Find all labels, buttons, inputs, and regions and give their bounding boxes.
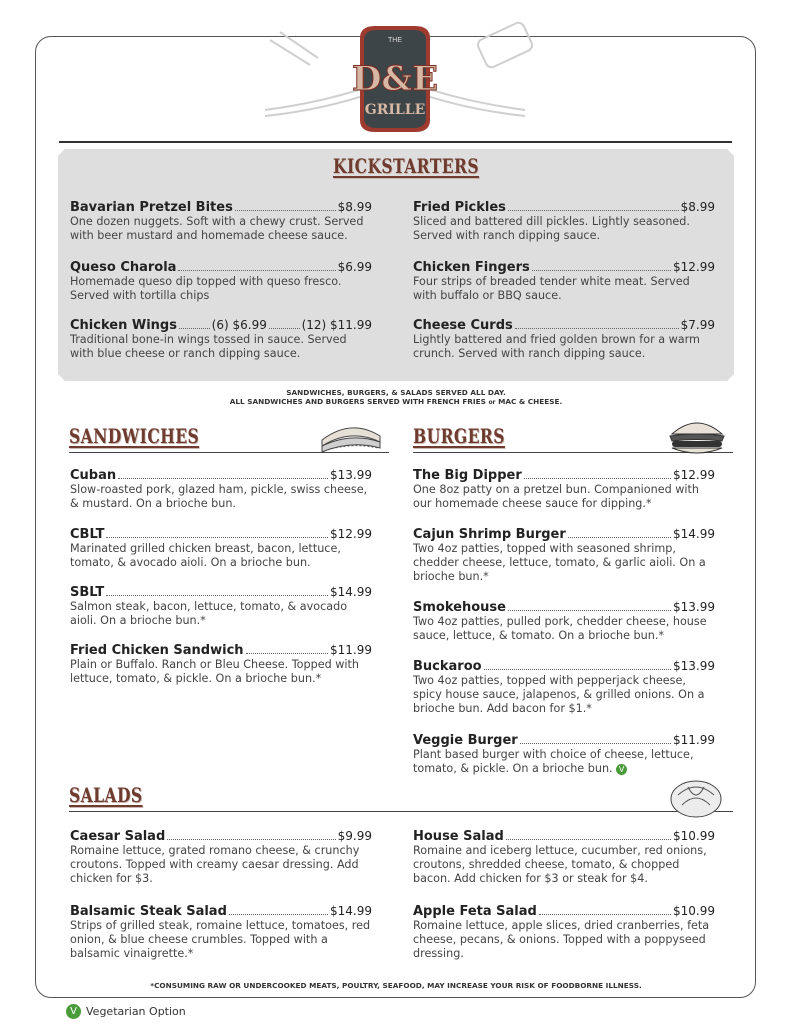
item-name: Veggie Burger: [413, 733, 518, 748]
menu-item: [413, 527, 715, 584]
item-description: Lightly battered and fried golden brown for a warm crunch. Served with ranch dipping sauce.: [413, 333, 700, 360]
item-description: Salmon steak, bacon, lettuce, tomato, & avocado aioli. On a brioche bun.*: [70, 600, 348, 627]
item-name: Balsamic Steak Salad: [70, 904, 227, 919]
sandwiches-title: SANDWICHES: [69, 424, 200, 448]
item-price: $10.99: [673, 829, 715, 843]
menu-item: [70, 200, 372, 243]
menu-item: [413, 600, 715, 643]
serving-notice-line1: SANDWICHES, BURGERS, & SALADS SERVED ALL DAY.: [286, 388, 506, 397]
item-price: $13.99: [673, 659, 715, 673]
menu-item: [413, 200, 715, 243]
item-price: $12.99: [330, 527, 372, 541]
menu-item: [413, 904, 715, 961]
item-name: Fried Pickles: [413, 200, 506, 215]
item-name: Chicken Fingers: [413, 260, 530, 275]
item-name: Cheese Curds: [413, 318, 513, 333]
vegetarian-icon: V: [66, 1004, 81, 1019]
item-description: Slow-roasted pork, glazed ham, pickle, swiss cheese, & mustard. On a brioche bun.: [70, 483, 368, 510]
food-safety-disclaimer: *CONSUMING RAW OR UNDERCOOKED MEATS, POULTRY, SEAFOOD, MAY INCREASE YOUR RISK OF FOODBORNE ILLNESS.: [150, 981, 642, 990]
item-description: Two 4oz patties, topped with seasoned shrimp, chedder cheese, lettuce, tomato, & garlic aioli. On a brioche bun.*: [413, 542, 706, 583]
item-price: $11.99: [673, 733, 715, 747]
item-description: Two 4oz patties, topped with pepperjack cheese, spicy house sauce, jalapenos, & grilled onions. On a brioche bun. Add bacon for $1.*: [413, 674, 705, 715]
item-price: $10.99: [673, 904, 715, 918]
item-description: Homemade queso dip topped with queso fresco. Served with tortilla chips: [70, 275, 342, 302]
item-description: Plant based burger with choice of cheese, lettuce, tomato, & pickle. On a brioche bun.: [413, 748, 694, 775]
item-name: Bavarian Pretzel Bites: [70, 200, 233, 215]
menu-item: [413, 659, 715, 716]
salads-title: SALADS: [69, 783, 143, 807]
item-name: Caesar Salad: [70, 829, 166, 844]
item-name: Queso Charola: [70, 260, 177, 275]
item-name: Buckaroo: [413, 659, 482, 674]
item-name: Apple Feta Salad: [413, 904, 537, 919]
menu-item: [70, 468, 372, 511]
vegetarian-legend: [66, 1004, 186, 1019]
item-price: $13.99: [673, 600, 715, 614]
menu-item: [70, 829, 372, 886]
menu-item: [413, 733, 715, 776]
menu-item: [413, 260, 715, 303]
item-name: Cajun Shrimp Burger: [413, 527, 566, 542]
item-name: Smokehouse: [413, 600, 506, 615]
item-description: Marinated grilled chicken breast, bacon, lettuce, tomato, & avocado aioli. On a brioche bun.: [70, 542, 341, 569]
item-price-small: (6) $6.99: [211, 318, 267, 332]
lettuce-icon: [668, 775, 724, 819]
logo: [250, 20, 540, 140]
logo-grille: GRILLE: [364, 102, 426, 118]
item-description: One 8oz patty on a pretzel bun. Companioned with our homemade cheese sauce for dipping.*: [413, 483, 699, 510]
header-rule: [59, 141, 732, 143]
burgers-title: BURGERS: [413, 424, 505, 448]
item-price: $14.99: [330, 585, 372, 599]
item-description: Traditional bone-in wings tossed in sauce. Served with blue cheese or ranch dipping sauce.: [70, 333, 347, 360]
menu-item: [413, 829, 715, 886]
menu-item: [413, 468, 715, 511]
serving-notice-line2: ALL SANDWICHES AND BURGERS SERVED WITH FRENCH FRIES or MAC & CHEESE.: [229, 397, 563, 406]
item-price: $13.99: [330, 468, 372, 482]
logo-monogram: D&E: [351, 59, 439, 99]
item-price: $8.99: [337, 200, 372, 214]
logo-the: THE: [388, 37, 402, 44]
menu-item: [70, 904, 372, 961]
item-name: SBLT: [70, 585, 105, 600]
item-description: Four strips of breaded tender white meat. Served with buffalo or BBQ sauce.: [413, 275, 690, 302]
item-description: Plain or Buffalo. Ranch or Bleu Cheese. Topped with lettuce, tomato, & pickle. On a brioche bun.*: [70, 658, 359, 685]
item-name: Fried Chicken Sandwich: [70, 643, 244, 658]
item-price-large: (12) $11.99: [301, 318, 372, 332]
item-price: $8.99: [680, 200, 715, 214]
kickstarters-title: KICKSTARTERS: [333, 154, 480, 178]
item-price: $6.99: [337, 260, 372, 274]
menu-item: [70, 585, 372, 628]
menu-item: [70, 527, 372, 570]
item-price: $9.99: [337, 829, 372, 843]
item-description: Sliced and battered dill pickles. Lightly seasoned. Served with ranch dipping sauce.: [413, 215, 690, 242]
item-price: $7.99: [680, 318, 715, 332]
item-description: Strips of grilled steak, romaine lettuce, tomatoes, red onion, & blue cheese crumbles. Topped with a balsamic vinaigrette.*: [70, 919, 371, 960]
item-price: $11.99: [330, 643, 372, 657]
item-name: The Big Dipper: [413, 468, 522, 483]
item-price: $12.99: [673, 260, 715, 274]
item-name: Chicken Wings: [70, 318, 177, 333]
item-description: Two 4oz patties, pulled pork, chedder cheese, house sauce, lettuce, & tomato. On a brioche bun.*: [413, 615, 707, 642]
menu-item: [70, 260, 372, 303]
item-description: Romaine and iceberg lettuce, cucumber, red onions, croutons, shredded cheese, tomato, & chopped bacon. Add chicken for $3 or steak for $4.: [413, 844, 707, 885]
item-description: Romaine lettuce, apple slices, dried cranberries, feta cheese, pecans, & onions. Topped with a poppyseed dressing.: [413, 919, 710, 960]
item-description: Romaine lettuce, grated romano cheese, & crunchy croutons. Topped with creamy caesar dressing. Add chicken for $3.: [70, 844, 360, 885]
item-name: CBLT: [70, 527, 105, 542]
burger-icon: [666, 414, 728, 456]
item-description: One dozen nuggets. Soft with a chewy crust. Served with beer mustard and homemade cheese sauce.: [70, 215, 364, 242]
item-price: $14.99: [673, 527, 715, 541]
item-price: $14.99: [330, 904, 372, 918]
menu-item: [70, 318, 372, 361]
vegetarian-icon: V: [616, 764, 627, 775]
legend-label: Vegetarian Option: [86, 1005, 186, 1018]
menu-item: [413, 318, 715, 361]
item-price: $12.99: [673, 468, 715, 482]
item-name: Cuban: [70, 468, 117, 483]
menu-item: [70, 643, 372, 686]
salads-rule: [69, 811, 733, 812]
item-name: House Salad: [413, 829, 504, 844]
sandwich-icon: [318, 418, 384, 456]
